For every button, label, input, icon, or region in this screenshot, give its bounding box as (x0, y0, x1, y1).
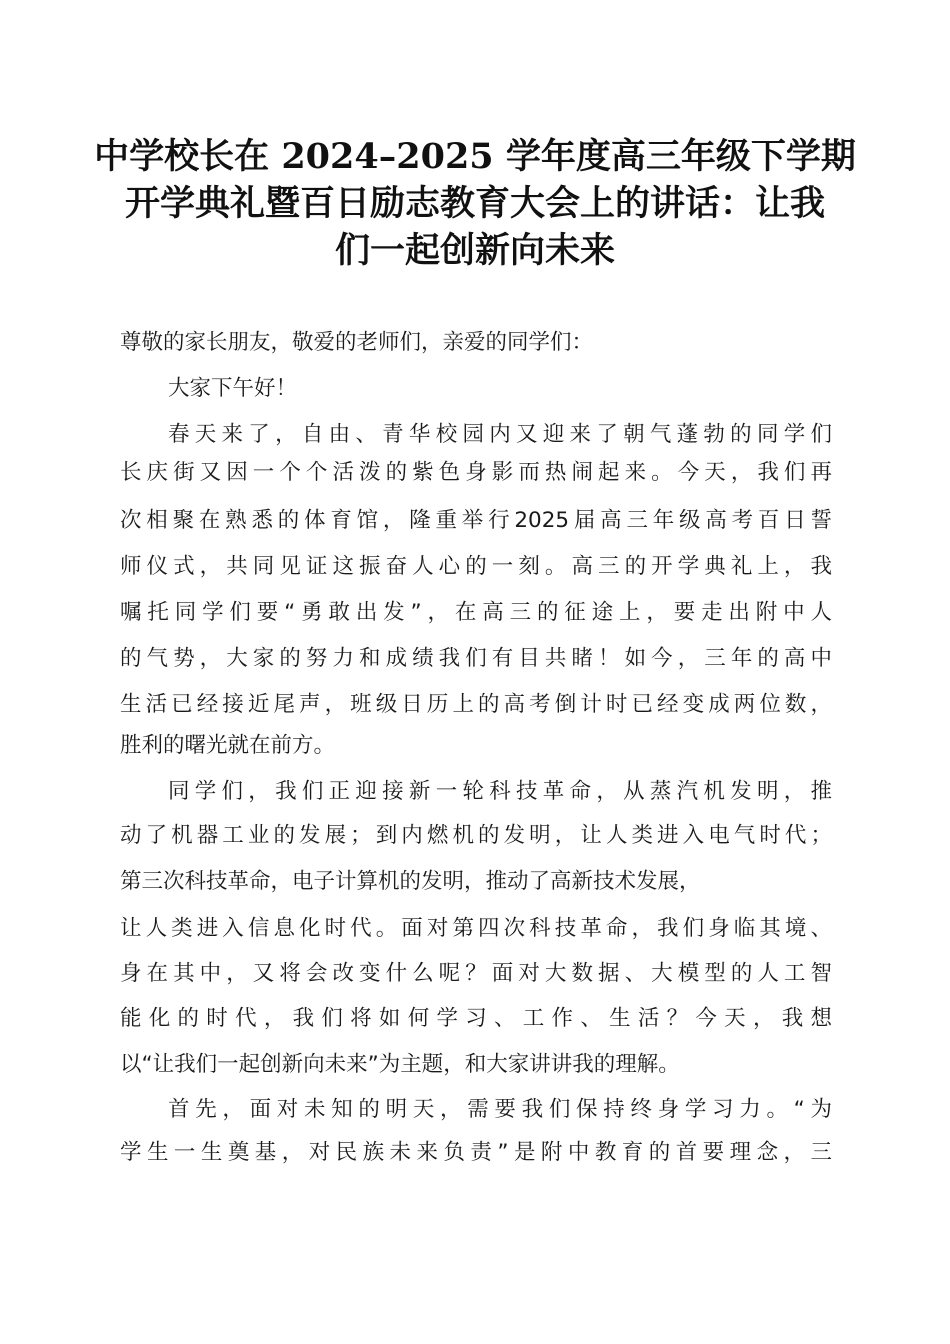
paragraph-2-line-5: 身在其中，又将会改变什么呢？面对大数据、大模型的人工智 (120, 961, 832, 986)
paragraph-3-line-2: 学生一生奠基，对民族未来负责”是附中教育的首要理念，三 (120, 1140, 832, 1165)
paragraph-2-line-2: 动了机器工业的发展；到内燃机的发明，让人类进入电气时代； (120, 823, 832, 848)
paragraph-2-line-1: 同学们，我们正迎接新一轮科技革命，从蒸汽机发明，推 (168, 779, 832, 804)
title-line-2: 开学典礼暨百日励志教育大会上的讲话：让我 (124, 183, 825, 224)
title-line-1: 中学校长在 2024–2025 学年度高三年级下学期 (94, 136, 856, 177)
paragraph-1-line-7: 生活已经接近尾声，班级日历上的高考倒计时已经变成两位数， (120, 692, 832, 717)
paragraph-1-line-3: 次相聚在熟悉的体育馆，隆重举行2025届高三年级高考百日誓 (120, 508, 832, 533)
greeting: 大家下午好！ (168, 376, 298, 401)
paragraph-3-line-1: 首先，面对未知的明天，需要我们保持终身学习力。“为 (168, 1097, 832, 1122)
paragraph-1-line-2: 长庆街又因一个个活泼的紫色身影而热闹起来。今天，我们再 (120, 460, 832, 485)
title-line-3: 们一起创新向未来 (334, 230, 615, 271)
paragraph-1-line-8: 胜利的曙光就在前方。 (120, 733, 336, 758)
salutation: 尊敬的家长朋友，敬爱的老师们，亲爱的同学们： (120, 330, 594, 355)
paragraph-2-line-3: 第三次科技革命，电子计算机的发明，推动了高新技术发展， (120, 869, 701, 894)
paragraph-1-line-4: 师仪式，共同见证这振奋人心的一刻。高三的开学典礼上，我 (120, 554, 832, 579)
paragraph-1-line-1: 春天来了，自由、青华校园内又迎来了朝气蓬勃的同学们 (168, 422, 832, 447)
paragraph-2-line-4: 让人类进入信息化时代。面对第四次科技革命，我们身临其境、 (120, 916, 832, 941)
paragraph-1-line-6: 的气势，大家的努力和成绩我们有目共睹！如今，三年的高中 (120, 646, 832, 671)
page-title (90, 133, 860, 274)
paragraph-2-line-6: 能化的时代，我们将如何学习、工作、生活？今天，我想 (120, 1006, 832, 1031)
paragraph-1-line-5: 嘱托同学们要“勇敢出发”，在高三的征途上，要走出附中人 (120, 600, 832, 625)
paragraph-2-line-7: 以“让我们一起创新向未来”为主题，和大家讲讲我的理解。 (120, 1052, 680, 1077)
